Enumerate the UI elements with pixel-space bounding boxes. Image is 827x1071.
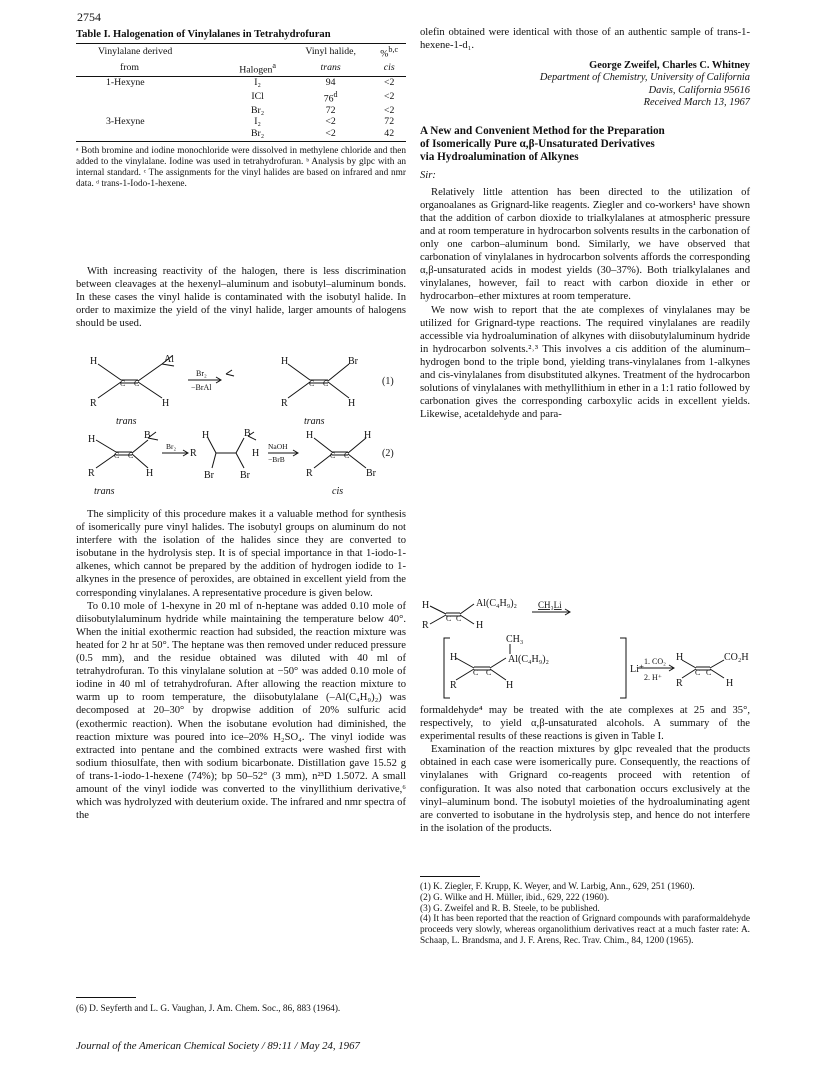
article-title-line-3: via Hydroalumination of Alkynes: [420, 151, 579, 164]
trans-sup: d: [333, 90, 338, 100]
pct-symbol: %: [380, 48, 389, 60]
rs-prod-h: H: [676, 652, 684, 663]
eq1-r-left: R: [90, 398, 97, 409]
eq2-product-r: R: [306, 468, 313, 479]
left-paragraph-1: With increasing reactivity of the halogen, there is less discrimination between cleavages at the hexenyl–aluminum and isobutyl–aluminum bonds. In these cases the vinyl halide is contaminated with the isobutyl halide. In order to maximize the yield of the vinyl halide, larger amounts of halogens should be used.: [76, 266, 406, 330]
cell-halogen: I₂: [254, 116, 261, 128]
rs-r: R: [422, 620, 429, 631]
reference-4: (4) It has been reported that the reaction of Grignard compounds with paraformaldehyde proceeds very slowly, whereas organolithium derivatives react at a much faster rate: A. Schaap, L. Brandsma, and J. F. Arens, Rec. Trav. Chim., 84, 1200 (1965).: [420, 914, 750, 946]
right-paragraph-1: Relatively little attention has been directed to the utilization of organoalanes as Grignard-like reagents. Ziegler and co-workers¹ have shown that the addition of carbon dioxide to trialkylalanes at atmospheric pressure and at room temperature in hydrocarbon solvents results in the carbonation of only one carbon–aluminum bond. Similarly, we have observed that carbonation of vinylalanes in hydrocarbon solvents affords the corresponding α,β-unsaturated acids in modest yields (30–37%). Both trialkylalanes and vinylalanes, however, fail to react with carbon dioxide in ether or hydrocarbon–ether mixtures at room temperature.: [420, 186, 750, 303]
table-footnote: ᵃ Both bromine and iodine monochloride were dissolved in methylene chloride and then added to the vinylalane. Iodine was used in tetrahydrofuran. ᵇ Analysis by glpc with an internal standard. ᶜ The assignments for the vinyl halides are based on infrared and nmr data. ᵈ trans-1-Iodo-1-hexene.: [76, 146, 406, 189]
cell-from: 3-Hexyne: [106, 116, 145, 128]
article-title: [420, 125, 750, 165]
page-number: 2754: [77, 10, 101, 24]
col-pct-header: [372, 44, 406, 60]
cell-cis: <2: [383, 104, 395, 116]
left-body-block: [76, 508, 406, 822]
eq2-naoh: NaOH: [268, 442, 288, 451]
rs-ate-c-left: C: [473, 668, 479, 677]
eq2-br2: Br₂: [166, 442, 177, 451]
rs-ch3li: CH₃Li: [538, 600, 562, 610]
table-row: [76, 116, 406, 128]
footnote-divider: [76, 997, 136, 998]
eq2-b: B: [144, 430, 151, 441]
rs-h-top: H: [422, 600, 430, 611]
eq2-label: (2): [382, 448, 394, 459]
right-paragraph-3: formaldehyde⁴ may be treated with the ate complexes at 25 and 35°, respectively, to yield α,β-unsaturated alcohols. A summary of the experimental results of these reactions is given in Table I.: [420, 705, 750, 743]
rs-h-bottom: H: [476, 620, 484, 631]
cell-cis: 42: [372, 128, 406, 142]
left-paragraph-2: The simplicity of this procedure makes it a valuable method for synthesis of isomerically pure vinyl halides. The isobutyl groups on aluminum do not interfere with the isolation of the halides since they are converted to isobutane in the hydrolysis step. It is of special importance in that 1-iodo-1-alkenes, which cannot be prepared by the addition of hydrogen iodide to 1-alkynes in the presence of peroxides, are obtained in excellent yield from the corresponding vinylalanes. A representative procedure is given below.: [76, 509, 406, 599]
reference-3: (3) G. Zweifel and R. B. Steele, to be published.: [420, 903, 600, 914]
cell-cis: 72: [384, 116, 395, 128]
cell-halogen: ICl: [251, 91, 264, 103]
right-column-bottom: [420, 704, 750, 835]
halogen-sup: a: [272, 60, 277, 70]
col-cis-header: cis: [372, 60, 406, 76]
col-from-header-2: from: [76, 60, 226, 76]
rs-ate-alc4h9: Al(C₄H₉)₂: [508, 654, 550, 665]
left-paragraph-1-block: [76, 265, 406, 330]
eq1-product-c-left: C: [309, 379, 315, 388]
cell-trans: 72: [325, 104, 336, 116]
rs-prod-c-left: C: [695, 668, 701, 677]
eq1-bral: −BrAl: [191, 383, 212, 392]
rs-prod-r: R: [676, 678, 683, 689]
cell-halogen: Br₂: [251, 104, 265, 116]
eq1-product-br: Br: [348, 356, 358, 367]
left-footnote-6: (6) D. Seyferth and L. G. Vaughan, J. Am. Chem. Soc., 86, 883 (1964).: [76, 1004, 341, 1014]
pct-sup: b,c: [388, 45, 399, 55]
eq2-mid-br-left: Br: [204, 470, 214, 481]
rs-c-right: C: [456, 614, 462, 623]
eq2-mid-h-right: H: [252, 448, 260, 459]
received-date: Received March 13, 1967: [643, 96, 750, 108]
cell-halogen: Br₂: [226, 128, 289, 142]
col-vinylhalide-header: Vinyl halide,: [289, 44, 373, 60]
author-names: George Zweifel, Charles C. Whitney: [589, 60, 750, 72]
cell-from: 1-Hexyne: [106, 77, 145, 89]
table-row: [76, 105, 406, 117]
col-trans-header: trans: [289, 60, 373, 76]
right-paragraph-2: We now wish to report that the ate complexes of vinylalanes may be utilized for Grignard-type reactions. The required vinylalanes are readily accessible via hydroalumination of alkynes with diisobutylaluminum hydride in hydrocarbon solvents.²˒³ This involves a cis addition of the aluminum–hydrogen bond to the triple bond, yielding trans-vinylalanes from 1-alkynes and cis-vinylalanes from disubstituted alkynes. Treatment of the hydrocarbon solutions of vinylalanes with methyllithium in ether in a 1:1 ratio followed by carbonation gives the corresponding carboxylic acids in excellent yields. Likewise, acetaldehyde and para-: [420, 304, 750, 421]
rs-li: Li⁺: [630, 664, 645, 675]
carbonation-scheme: [420, 598, 750, 700]
eq1-trans-right: trans: [304, 416, 325, 427]
eq1-h-top: H: [90, 356, 98, 367]
eq2-mid-h: H: [202, 430, 210, 441]
rs-step1: 1. CO₂: [644, 657, 666, 666]
eq1-trans-left: trans: [116, 416, 137, 427]
eq2-product-h-left: H: [306, 430, 314, 441]
table-block: [76, 28, 406, 190]
journal-footer: Journal of the American Chemical Society / 89:11 / May 24, 1967: [76, 1040, 360, 1052]
eq2-h-top: H: [88, 434, 96, 445]
eq2-c-left: C: [114, 451, 120, 460]
cell-trans: <2: [289, 128, 373, 142]
eq2-c-right: C: [128, 451, 134, 460]
rs-step2: 2. H⁺: [644, 673, 662, 682]
col-halogen-header-blank: [226, 44, 289, 60]
eq1-br2: Br₂: [196, 369, 207, 378]
halogen-label: Halogen: [239, 64, 273, 76]
eq1-c-right: C: [134, 379, 140, 388]
cell-from: [76, 105, 226, 117]
cell-trans: <2: [325, 116, 336, 128]
trans-value: 76: [323, 93, 334, 105]
rs-ch3: CH₃: [506, 634, 524, 645]
rs-ate-h-bottom: H: [506, 680, 514, 691]
eq2-product-h-right: H: [364, 430, 372, 441]
cell-halogen: I₂: [254, 77, 261, 89]
cell-trans: [289, 89, 373, 105]
col-from-header: Vinylalane derived: [76, 44, 226, 60]
table-row: [76, 128, 406, 142]
eq1-product-r: R: [281, 398, 288, 409]
salutation: Sir:: [420, 169, 436, 181]
right-column-top: [420, 26, 750, 421]
affiliation-line-1: Department of Chemistry, University of California: [539, 72, 750, 84]
rs-prod-h-bottom: H: [726, 678, 734, 689]
left-paragraph-3: To 0.10 mole of 1-hexyne in 20 ml of n-heptane was added 0.10 mole of diisobutylaluminum hydride while maintaining the temperature below 40°. When the initial exothermic reaction had subsided, the reaction mixture was heated for 2 hr at 50°. The heptane was then removed under reduced pressure (0.5 mm), and the residue obtained was diluted with 40 ml of tetrahydrofuran. To this vinylalane solution at −50° was added 0.10 mole of iodine in 40 ml of tetrahydrofuran. After allowing the reaction mixture to warm up to room temperature, the diisobutylalane (–Al(C₄H₉)₂) was decomposed at 20–30° by dropwise addition of 20% sulfuric acid (exothermic reaction). When the isobutane evolution had diminished, the reaction mixture was poured into ice–20% H₂SO₄. The vinyl iodide was extracted into pentane and the combined extracts were washed first with sodium thiosulfate, then with sodium bicarbonate. Distillation gave 15.52 g of trans-1-iodo-1-hexene (74%); bp 50–52° (3 mm), n²³D 1.5072. A small amount of the vinyl iodide was converted to the vinyllithium derivative,⁶ which was hydrolyzed with deuterium oxide. The infrared and nmr spectra of the: [76, 600, 406, 822]
table-row: [76, 89, 406, 105]
eq2-r-left: R: [88, 468, 95, 479]
eq1-product-h-bottom: H: [348, 398, 356, 409]
rs-ate-h: H: [450, 652, 458, 663]
eq2-cis: cis: [332, 486, 344, 497]
rs-prod-c-right: C: [706, 668, 712, 677]
author-block: [420, 60, 750, 109]
eq2-trans: trans: [94, 486, 115, 497]
eq1-h-bottom: H: [162, 398, 170, 409]
eq2-h-bottom: H: [146, 468, 154, 479]
eq1-al: Al: [164, 354, 174, 365]
rs-alc4h9: Al(C₄H₉)₂: [476, 598, 518, 609]
table-row: [76, 76, 406, 89]
eq2-product-c-right: C: [344, 451, 350, 460]
eq2-product-c-left: C: [330, 451, 336, 460]
rs-c-left: C: [446, 614, 452, 623]
eq1-product-c-right: C: [323, 379, 329, 388]
reference-2: (2) G. Wilke and H. Müller, ibid., 629, 222 (1960).: [420, 892, 610, 903]
cell-cis: <2: [383, 91, 395, 103]
rs-ate-r: R: [450, 680, 457, 691]
references: [420, 882, 750, 947]
continuation-text: olefin obtained were identical with those of an authentic sample of trans-1-hexene-1-d₁.: [420, 27, 750, 52]
right-footnote-divider: [420, 876, 480, 877]
article-title-line-1: A New and Convenient Method for the Preparation: [420, 125, 665, 137]
eq2-mid-b: B: [244, 428, 251, 439]
rs-prod-co2h: CO₂H: [724, 652, 749, 663]
halogenation-scheme: [76, 352, 406, 502]
reference-1: (1) K. Ziegler, F. Krupp, K. Weyer, and W. Larbig, Ann., 629, 251 (1960).: [420, 882, 695, 892]
table-title: Table I. Halogenation of Vinylalanes in Tetrahydrofuran: [76, 29, 331, 40]
eq1-label: (1): [382, 376, 394, 387]
article-title-line-2: of Isomerically Pure α,β-Unsaturated Derivatives: [420, 138, 655, 151]
cell-from: [76, 89, 226, 105]
col-halogen-header: [226, 60, 289, 76]
affiliation-line-2: Davis, California 95616: [648, 84, 750, 96]
cell-cis: <2: [383, 77, 395, 89]
eq1-c-left: C: [120, 379, 126, 388]
eq2-mid-r: R: [190, 448, 197, 459]
cell-trans: 94: [325, 77, 336, 89]
eq2-product-br: Br: [366, 468, 376, 479]
rs-ate-c-right: C: [486, 668, 492, 677]
halogenation-table: [76, 43, 406, 142]
eq2-brb: −BrB: [268, 455, 285, 464]
right-paragraph-4: Examination of the reaction mixtures by glpc revealed that the products obtained in each case were isomerically pure. Consequently, the reactions of vinylalanes with Grignard co-reagents proceed with retention of configuration. It was also noted that carbonation occurs exclusively at the vinyl–aluminum bond. The isobutyl moieties of the hydroaluminating agent are converted to isobutane in the hydrolysis step, and hence do not interfere in the isolation of the products.: [420, 744, 750, 834]
eq2-mid-br-right: Br: [240, 470, 250, 481]
cell-from: [76, 128, 226, 142]
eq1-product-h: H: [281, 356, 289, 367]
